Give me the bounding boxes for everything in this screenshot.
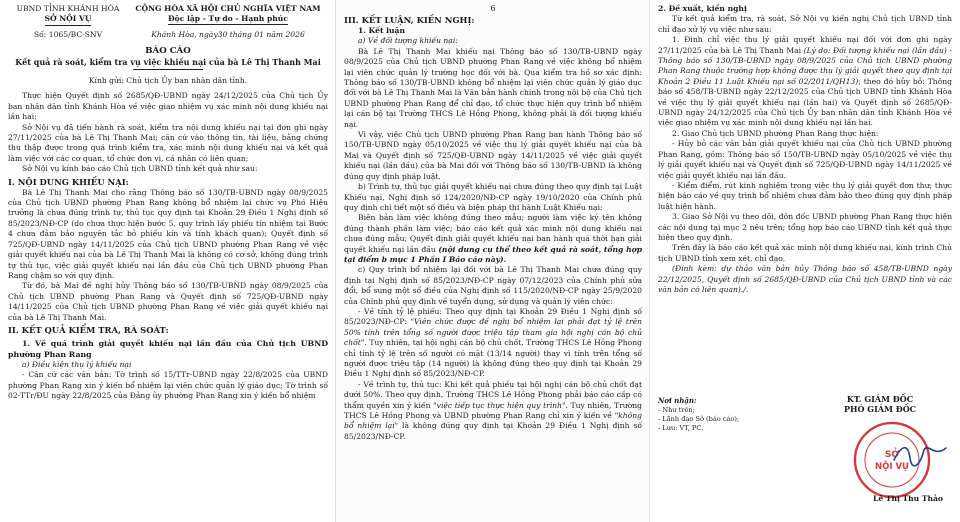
- agency-line1: UBND TỈNH KHÁNH HÒA: [16, 4, 120, 13]
- page-1: [0, 0, 336, 522]
- doc-number: Số: 1065/BC-SNV: [33, 30, 103, 39]
- paragraph: [344, 380, 642, 442]
- subsection-heading: 1. Về quá trình giải quyết khiếu nại lần đầu của Chủ tịch UBND phường Phan Rang: [8, 338, 328, 359]
- paragraph: b) Trình tự, thủ tục giải quyết khiếu nại chưa đúng theo quy định tại Luật Khiếu nại, Nghị định số 124/2020/NĐ-CP ngày 19/10/2020 của Chính phủ quy định chi tiết một số điều và biện pháp thi hành Luật Khiếu nại:: [344, 182, 642, 212]
- page-2: [336, 0, 650, 522]
- recipient-item: - Như trên;: [658, 406, 695, 415]
- text-run: Tuy nhiên, tại hội nghị cán bộ chủ chốt, Trường THCS Lê Hồng Phong chỉ tính tỷ lệ trên số người có mặt (13/14 người) thay vì tính trên tổng số người được triệu tập (14 người) là không đúng theo quy định tại Khoản 29 Điều 1 Nghị định số 85/2023/NĐ-CP.: [344, 338, 642, 379]
- paragraph: - Hủy bỏ các văn bản giải quyết khiếu nại của Chủ tịch UBND phường Phan Rang, gồm: Thông báo số 150/TB-UBND ngày 05/10/2025 về việc thụ lý giải quyết khiếu nại và Quyết định số 725/QĐ-UBND ngày 14/11/2025 về việc giải quyết khiếu nại lần đầu.: [658, 139, 952, 180]
- doc-type: BÁO CÁO: [145, 46, 191, 56]
- handwritten-signature-icon: [890, 440, 950, 470]
- recipient: Kính gửi: Chủ tịch Ủy ban nhân dân tỉnh.: [88, 76, 248, 85]
- sub-heading: a) Về đối tượng khiếu nại:: [358, 36, 458, 46]
- text-run: Biên bản làm việc không đúng theo mẫu; người làm việc ký tên không đúng thành phần làm việc; báo cáo kết quả xác minh nội dung khiếu nại chưa đúng mẫu; Quyết định giải quyết khiếu nại ban hành quá thời hạn giải quyết khiếu nại lần đầu: [344, 213, 642, 254]
- paragraph: Sở Nội vụ kính báo cáo Chủ tịch UBND tỉnh kết quả như sau:: [22, 164, 258, 174]
- section-heading: I. NỘI DUNG KHIẾU NẠI:: [8, 176, 129, 187]
- paragraph: Vì vậy, việc Chủ tịch UBND phường Phan Rang ban hành Thông báo số 150/TB-UBND ngày 05/10/2025 về việc thụ lý giải quyết khiếu nại của bà Mai và Quyết định số 725/QĐ-UBND ngày 14/11/2025 về việc giải quyết khiếu nại (lần đầu) của bà Mai đối với Thông báo số 130/TB-UBND là không đúng quy định pháp luật.: [344, 130, 642, 181]
- paragraph: c) Quy trình bổ nhiệm lại đối với bà Lê Thị Thanh Mai chưa đúng quy định tại Nghị định số 85/2023/NĐ-CP ngày 07/12/2023 của Chính phủ sửa đổi, bổ sung một số điều của Nghị định số 115/2020/NĐ-CP ngày 25/9/2020 của Chính phủ quy định về tuyển dụng, sử dụng và quản lý viên chức:: [344, 265, 642, 306]
- doc-title: Kết quả rà soát, kiểm tra vụ việc khiếu nại của bà Lê Thị Thanh Mai: [15, 57, 321, 67]
- nation-line2: Độc lập - Tự do - Hạnh phúc: [168, 14, 288, 23]
- text-run: - Về trình tự, thủ tục: Khi kết quả phiếu tại hội nghị cán bộ chủ chốt đạt dưới 50%. Theo quy định, Trường THCS Lê Hồng Phong phải báo cáo cấp có thẩm quyền xin ý kiến: [344, 379, 642, 410]
- attachment-note: (Đính kèm: dự thảo văn bản hủy Thông báo số 458/TB-UBND ngày 22/12/2025, Quyết định số 2685/QĐ-UBND của Chủ tịch UBND tỉnh và các văn bản có liên quan)./.: [658, 264, 952, 294]
- signer-name: Lê Thị Thu Thảo: [872, 494, 943, 503]
- paragraph: Từ kết quả kiểm tra, rà soát, Sở Nội vụ kiến nghị Chủ tịch UBND tỉnh chỉ đạo xử lý vụ việc như sau:: [658, 14, 952, 34]
- signature-block: [808, 394, 952, 415]
- recipients-title: Nơi nhận:: [658, 396, 697, 405]
- text-run: - Về tính tỷ lệ phiếu: Theo quy định tại Khoản 29 Điều 1 Nghị định số 85/2023/NĐ-CP:: [344, 306, 642, 327]
- section-heading: III. KẾT LUẬN, KIẾN NGHỊ:: [344, 15, 475, 25]
- paragraph: Thực hiện Quyết định số 2685/QĐ-UBND ngày 24/12/2025 của Chủ tịch Ủy ban nhân dân tỉnh Khánh Hòa về việc giao nhiệm vụ xác minh nội dung khiếu nại lần hai;: [8, 91, 328, 122]
- paragraph: Sở Nội vụ đã tiến hành rà soát, kiểm tra nội dung khiếu nại tại đơn ghi ngày 27/11/2025 của bà Lê Thị Thanh Mai; căn cứ vào thông tin, tài liệu, bằng chứng thu thập được trong quá trình kiểm tra, xác minh nội dung khiếu nại và kết quả làm việc với các cơ quan, tổ chức đơn vị, cá nhân có liên quan;: [8, 122, 328, 163]
- text-run: ; theo đó hủy bỏ: Thông báo số 458/TB-UBND ngày 22/12/2025 của Chủ tịch UBND tỉnh Khánh Hòa về việc thụ lý giải quyết khiếu nại (lần hai) và Quyết định số 2685/QĐ-UBND ngày 24/12/2025 của Chủ tịch Ủy ban nhân dân tỉnh Khánh Hòa về việc giao nhiệm vụ xác minh nội dung khiếu nại lần hai.: [658, 76, 952, 128]
- note-run: (nội dung cụ thể theo kết quả rà soát, tổng hợp tại điểm b mục 1 Phần I Báo cáo này).: [344, 244, 643, 264]
- paragraph: [344, 213, 642, 265]
- recipient-item: - Lưu: VT, PC.: [658, 424, 704, 433]
- document-header: [8, 4, 328, 26]
- stamp-text-1: SỞ: [884, 450, 900, 460]
- subsection-heading: 2. Đề xuất, kiến nghị: [658, 4, 747, 13]
- nation-line1: CỘNG HÒA XÃ HỘI CHỦ NGHĨA VIỆT NAM: [135, 4, 321, 13]
- paragraph: [344, 307, 642, 380]
- paragraph: [658, 35, 952, 129]
- text-run: là không đúng quy định tại Khoản 29 Điều 1 Nghị định số 85/2023/NĐ-CP.: [344, 421, 642, 441]
- paragraph: Bà Lê Thị Thanh Mai cho rằng Thông báo số 130/TB-UBND ngày 08/9/2025 của Chủ tịch UBND phường Phan Rang không bổ nhiệm lại chức vụ Phó Hiệu trưởng là chưa đúng trình tự, thủ tục quy định tại Khoản 29 Điều 1 Nghị định số 85/2023/NĐ-CP (do chưa thực hiện bước 5, quy trình lấy phiếu tín nhiệm tại Bước 4 chưa đảm bảo nguyên tắc bỏ phiếu kín và tính khách quan); Quyết định số 725/QĐ-UBND ngày 14/11/2025 của Chủ tịch UBND phường Phan Rang về việc giải quyết khiếu nại của bà Lê Thị Thanh Mai là không có cơ sở, không đúng trình tự thủ tục, việc giải quyết khiếu nại lần đầu của Chủ tịch UBND phường Phan Rang chậm so với quy định.: [8, 187, 328, 280]
- stamp-text-2: NỘI VỤ: [875, 462, 909, 472]
- quote-run: "Viên chức được đề nghị bổ nhiệm lại phải đạt tỷ lệ trên 50% tính trên tổng số người được triệu tập tham gia hội nghị cán bộ chủ chốt".: [344, 317, 642, 348]
- quote-run: "việc tiếp tục thực hiện quy trình": [433, 400, 566, 410]
- paragraph: 3. Giao Sở Nội vụ theo dõi, đôn đốc UBND phường Phan Rang thực hiện các nội dung tại mục 2 nêu trên; tổng hợp báo cáo UBND tỉnh kết quả thực hiện theo quy định.: [658, 212, 952, 242]
- quote-run: "không bổ nhiệm lại": [344, 411, 642, 431]
- place-date: Khánh Hòa, ngày30 tháng 01 năm 2026: [151, 30, 305, 39]
- italic-run: (Lý do: Đối tượng khiếu nại (lần đầu) - Thông báo số 130/TB-UBND ngày 08/9/2025 của Chủ tịch UBND phường Phan Rang thuộc trường hợp không được thụ lý giải quyết theo quy định tại Khoản 2 Điều 11 Luật Khiếu nại số 02/2011/QH13): [658, 45, 952, 86]
- subsection-heading: 1. Kết luận: [358, 26, 406, 35]
- page-3: [650, 0, 960, 522]
- paragraph: - Căn cứ các văn bản: Tờ trình số 15/TTr-UBND ngày 22/8/2025 của UBND phường Phan Rang xin ý kiến bổ nhiệm lại viên chức quản lý giáo dục; Tờ trình số 02-TTr/ĐU ngày 22/8/2025 của Đảng ủy phường Phan Rang xin ý kiến bổ nhiệm: [8, 370, 328, 401]
- paragraph: Bà Lê Thị Thanh Mai khiếu nại Thông báo số 130/TB-UBND ngày 08/9/2025 của Chủ tịch UBND phường Phan Rang về việc không bổ nhiệm lại viên chức quản lý trường học đối với bà. Qua kiểm tra hồ sơ xác định: Thông báo số 130/TB-UBND không bổ nhiệm lại viên chức quản lý giáo dục đối với bà Lê Thị Thanh Mai là Văn bản hành chính trong nội bộ của Chủ tịch UBND phường Phan Rang để chỉ đạo, tổ chức thực hiện quy trình bổ nhiệm lại cán bộ tại Trường THCS Lê Hồng Phong, không phải là đối tượng khiếu nại.: [344, 46, 642, 129]
- paragraph: Trên đây là báo cáo kết quả xác minh nội dung khiếu nại, kính trình Chủ tịch UBND tỉnh xem xét, chỉ đạo.: [658, 243, 952, 263]
- paragraph: 2. Giao Chủ tịch UBND phường Phan Rang thực hiện:: [672, 128, 879, 138]
- page-number: 6: [490, 4, 496, 13]
- agency-line2: SỞ NỘI VỤ: [44, 14, 92, 23]
- text-run: 1. Đình chỉ việc thụ lý giải quyết khiếu nại đối với đơn ghi ngày 27/11/2025 của bà Lê Thị Thanh Mai: [658, 35, 952, 55]
- number-date-row: [8, 30, 328, 40]
- title-underline: [133, 69, 203, 70]
- sign-position: PHÓ GIÁM ĐỐC: [843, 404, 917, 415]
- agency-block: [8, 4, 128, 26]
- agency-underline: [45, 25, 91, 26]
- sub-heading: a) Điều kiện thụ lý khiếu nại: [22, 359, 132, 369]
- paragraph: Từ đó, bà Mai đề nghị hủy Thông báo số 130/TB-UBND ngày 08/9/2025 của Chủ tịch UBND phường Phan Rang và Quyết định số 725/QĐ-UBND ngày 14/11/2025 của Chủ tịch UBND phường Phan Rang về việc giải quyết khiếu nại của bà Lê Thị Thanh Mai.: [8, 281, 328, 322]
- recipient-item: - Lãnh đạo Sở (báo cáo);: [658, 415, 740, 424]
- section-heading: II. KẾT QUẢ KIỂM TRA, RÀ SOÁT:: [8, 324, 169, 335]
- text-run: . Tuy nhiên, Trường THCS Lê Hồng Phong và UBND phường Phan Rang chỉ xin ý kiến về: [344, 400, 642, 421]
- sign-title: KT. GIÁM ĐỐC: [846, 394, 914, 404]
- nation-block: [128, 4, 328, 26]
- paragraph: - Kiểm điểm, rút kinh nghiệm trong việc thụ lý giải quyết đơn thư; thực hiện báo cáo về quy trình bổ nhiệm chưa đảm bảo theo đúng quy định pháp luật hiện hành.: [658, 180, 952, 211]
- recipients-block: [658, 396, 788, 433]
